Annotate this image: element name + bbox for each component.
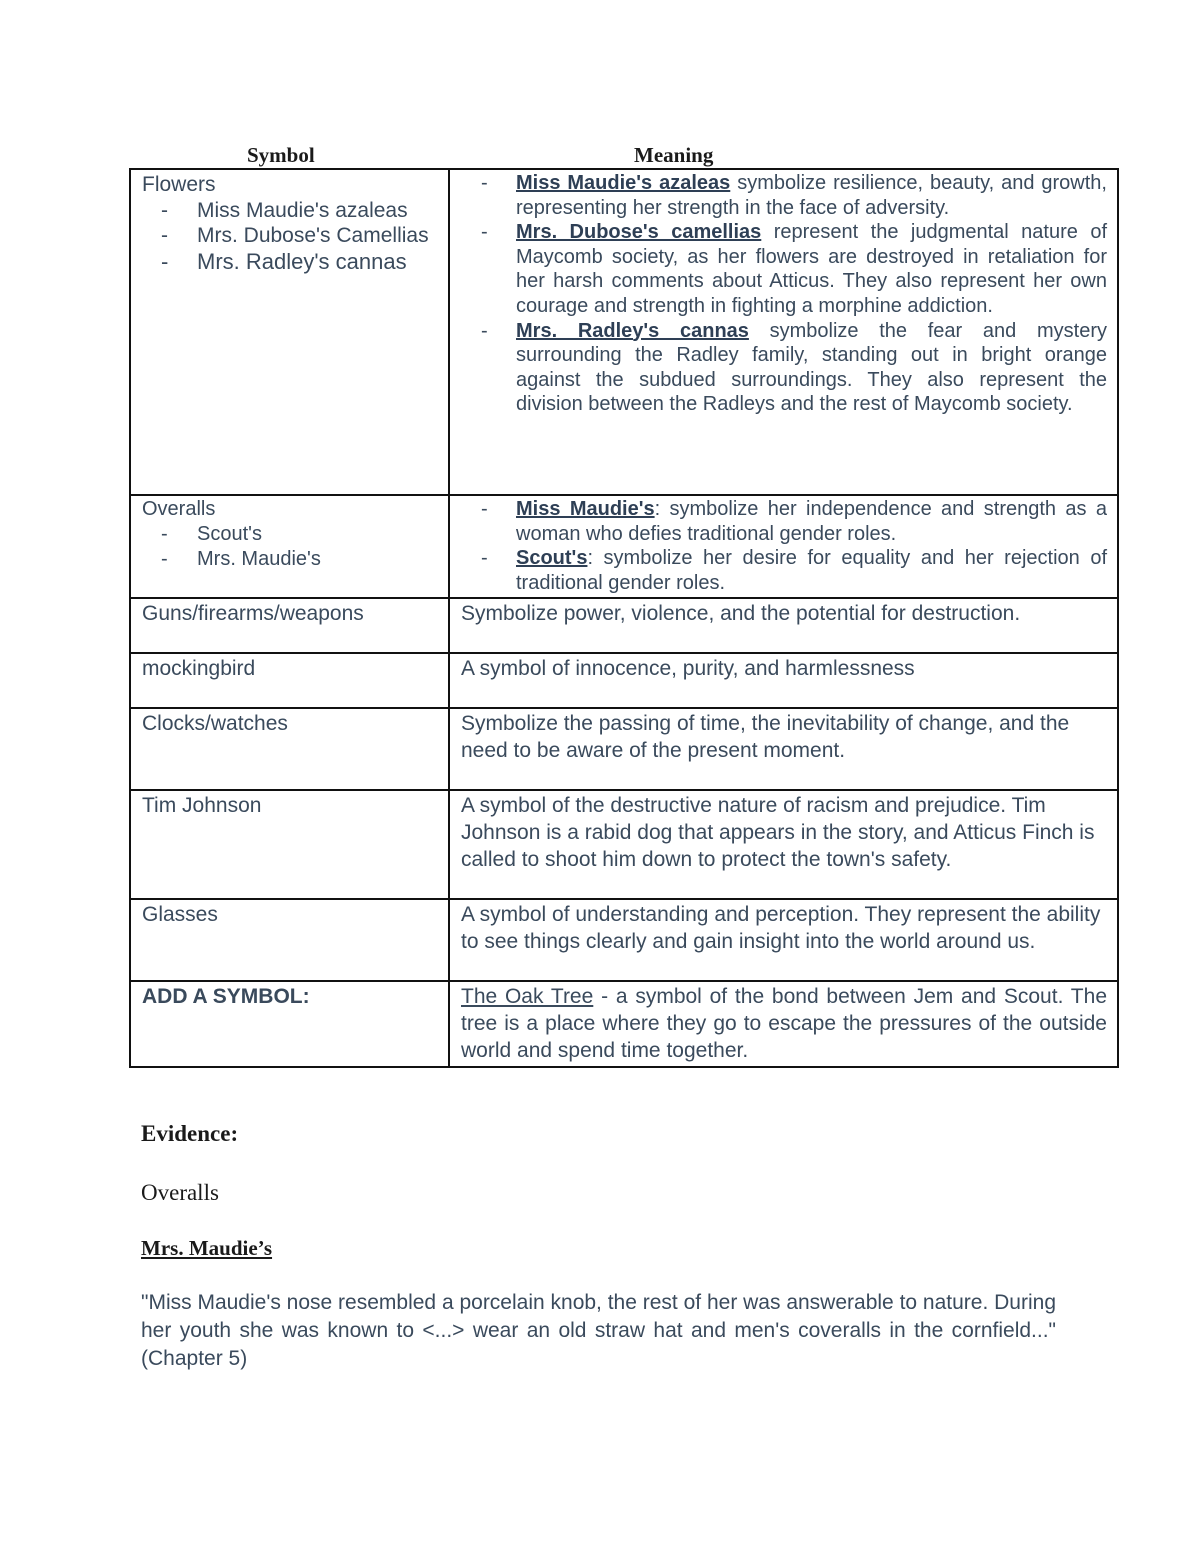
table-row-tim-johnson [130,790,1118,899]
meaning-term: Miss Maudie's [516,498,655,520]
symbol-sublist [142,522,438,572]
meaning-cell: A symbol of innocence, purity, and harmlessness [449,653,1118,708]
meaning-cell [449,169,1118,495]
table-row-guns [130,598,1118,653]
meaning-term: The Oak Tree [461,985,594,1009]
meaning-cell: A symbol of understanding and perception. They represent the ability to see things clearly and gain insight into the world around us. [449,899,1118,981]
meaning-cell [449,495,1118,598]
list-item: - Mrs. Maudie's [142,547,438,572]
symbol-label: Overalls [142,498,216,520]
list-item [461,171,1107,220]
symbol-cell: Glasses [130,899,449,981]
table-row-glasses [130,899,1118,981]
symbol-cell: Tim Johnson [130,790,449,899]
symbol-label: Flowers [142,173,216,196]
list-item: - Miss Maudie's azaleas [142,198,438,223]
meaning-term: Mrs. Radley's cannas [516,319,749,342]
symbol-cell [130,495,449,598]
table-headers [0,143,1200,169]
list-item: - Mrs. Dubose's Camellias [142,223,438,248]
evidence-section-heading: Overalls [141,1180,219,1205]
table-row-mockingbird [130,653,1118,708]
meaning-text: symbolize resilience, beauty, and growth, representing her strength in the face of adversity. [516,172,1107,219]
symbol-column-header: Symbol [247,143,315,167]
symbol-cell: ADD A SYMBOL: [130,981,449,1067]
meaning-list [461,497,1107,595]
meaning-list [461,171,1107,417]
meaning-term: Miss Maudie's azaleas [516,172,731,194]
evidence-subheading: Mrs. Maudie’s [141,1236,273,1260]
list-item [461,319,1107,417]
meaning-text: - a symbol of the bond between Jem and Scout. The tree is a place where they go to escape the pressures of the outside world and spend time together. [461,985,1107,1063]
meaning-text: represent the judgmental nature of Maycomb society, as her flowers are destroyed in retaliation for her harsh comments about Atticus. They also represent her own courage and strength in fighting a morphine addiction. [516,221,1108,317]
table-row-add-symbol [130,981,1118,1067]
meaning-text: : symbolize her independence and strength as a woman who defies traditional gender roles. [516,498,1107,545]
meaning-term: Scout's [516,547,588,570]
symbol-cell: Clocks/watches [130,708,449,790]
evidence-quote: "Miss Maudie's nose resembled a porcelain knob, the rest of her was answerable to nature. During her youth she was known to <...> wear an old straw hat and men's coveralls in the cornfield..." (Chapter 5) [141,1291,1056,1370]
meaning-text: : symbolize her desire for equality and her rejection of traditional gender roles. [516,547,1107,594]
symbol-sublist [142,198,438,275]
list-item: - Scout's [142,522,438,547]
symbol-cell [130,169,449,495]
list-item: - Mrs. Radley's cannas [142,248,438,275]
meaning-term: Mrs. Dubose's camellias [516,221,762,244]
meaning-column-header: Meaning [634,143,714,167]
table-row-overalls [130,495,1118,598]
symbol-cell: Guns/firearms/weapons [130,598,449,653]
table-row-flowers [130,169,1118,495]
symbol-table [129,168,1119,1068]
list-item [461,546,1107,595]
table-row-clocks [130,708,1118,790]
meaning-cell: Symbolize the passing of time, the inevitability of change, and the need to be aware of the present moment. [449,708,1118,790]
meaning-cell [449,981,1118,1067]
meaning-text: symbolize the fear and mystery surrounding the Radley family, standing out in bright orange against the subdued surroundings. They also represent the division between the Radleys and the rest of Maycomb society. [516,319,1107,416]
meaning-cell: Symbolize power, violence, and the potential for destruction. [449,598,1118,653]
list-item [461,497,1107,546]
symbol-cell: mockingbird [130,653,449,708]
meaning-cell: A symbol of the destructive nature of racism and prejudice. Tim Johnson is a rabid dog that appears in the story, and Atticus Finch is called to shoot him down to protect the town's safety. [449,790,1118,899]
evidence-heading: Evidence: [141,1121,239,1146]
list-item [461,220,1107,318]
